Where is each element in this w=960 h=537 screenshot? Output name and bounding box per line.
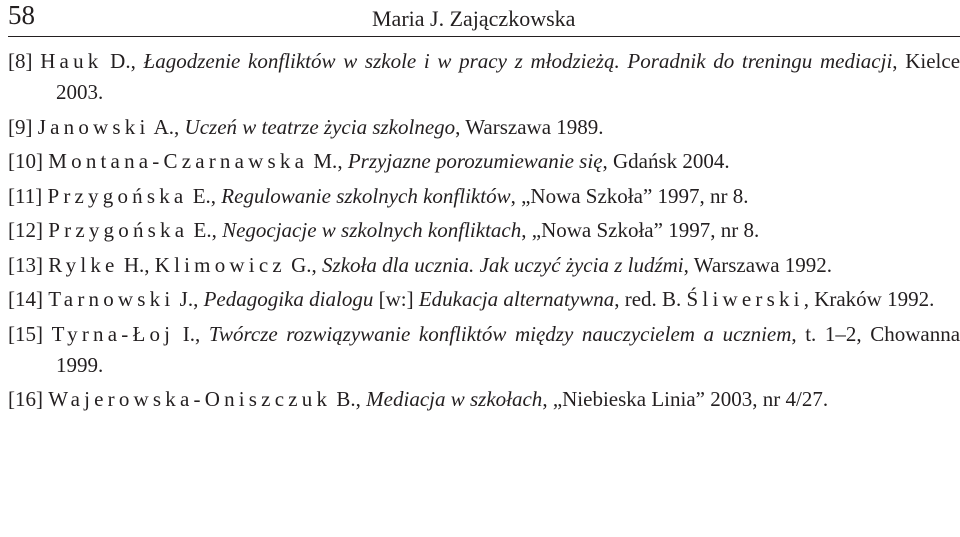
reference-author: Rylke — [48, 252, 119, 277]
reference-author: Janowski — [37, 114, 150, 139]
reference-tail: , t. 1–2, Chowanna 1999. — [56, 321, 960, 377]
reference-12 — [8, 215, 960, 246]
reference-title: Szkoła dla ucznia. Jak uczyć życia z ludźmi — [322, 252, 684, 277]
reference-title: Pedagogika dialogu — [203, 287, 374, 311]
reference-separator: , — [193, 287, 204, 311]
reference-tail: , „Nowa Szkoła” 1997, nr 8. — [510, 183, 749, 208]
reference-separator: , — [144, 252, 155, 277]
reference-number: [16] — [8, 387, 43, 411]
reference-initial: E. — [187, 183, 211, 208]
reference-9 — [8, 112, 960, 143]
reference-initial: H. — [118, 252, 145, 277]
reference-tail: , „Niebieska Linia” 2003, nr 4/27. — [542, 387, 829, 411]
reference-initial: I. — [174, 321, 196, 346]
reference-number: [9] — [8, 114, 33, 139]
reference-title: Łagodzenie konfliktów w szkole i w pracy z młodzieżą. Poradnik do treningu mediacji — [143, 49, 893, 73]
reference-16 — [8, 384, 960, 415]
reference-initial: J. — [174, 287, 194, 311]
page-number: 58 — [8, 0, 35, 30]
header-rule — [8, 36, 960, 37]
reference-tail: , „Nowa Szkoła” 1997, nr 8. — [521, 218, 760, 242]
reference-title: Negocjacje w szkolnych konfliktach — [222, 218, 522, 242]
reference-initial: E. — [188, 218, 212, 242]
reference-separator: , — [174, 114, 185, 139]
reference-author: Wajerowska-Oniszczuk — [48, 387, 332, 411]
reference-separator: , — [195, 321, 209, 346]
reference-author: Montana-Czarnawska — [48, 149, 309, 173]
reference-editor-prefix: , red. B. — [614, 287, 687, 311]
reference-15 — [8, 319, 960, 381]
reference-number: [8] — [8, 49, 33, 73]
reference-initial: B. — [331, 387, 356, 411]
reference-initial: A. — [149, 114, 175, 139]
reference-author: Przygońska — [47, 183, 188, 208]
reference-second-separator: , — [311, 252, 323, 277]
reference-tail: , Gdańsk 2004. — [602, 149, 730, 173]
reference-tail: , Kielce 2003. — [56, 49, 960, 104]
reference-number: [13] — [8, 252, 43, 277]
reference-13 — [8, 250, 960, 281]
reference-second-title: Edukacja alternatywna — [418, 287, 615, 311]
reference-11 — [8, 181, 960, 212]
reference-title: Twórcze rozwiązywanie konfliktów między nauczycielem a uczniem — [208, 321, 792, 346]
reference-editor: Śliwerski — [686, 287, 804, 311]
reference-initial: M. — [308, 149, 338, 173]
reference-separator: , — [130, 49, 144, 73]
reference-separator: , — [355, 387, 367, 411]
reference-number: [12] — [8, 218, 43, 242]
reference-number: [15] — [8, 321, 43, 346]
reference-separator: , — [337, 149, 348, 173]
reference-title: Przyjazne porozumiewanie się — [347, 149, 603, 173]
reference-author: Tyrna-Łoj — [51, 321, 175, 346]
reference-tail: , Warszawa 1992. — [683, 252, 833, 277]
reference-tail: , Warszawa 1989. — [455, 114, 604, 139]
reference-author: Przygońska — [48, 218, 189, 242]
reference-number: [14] — [8, 287, 43, 311]
reference-separator: , — [211, 218, 223, 242]
reference-14 — [8, 284, 960, 315]
reference-author: Tarnowski — [48, 287, 175, 311]
reference-mid: [w:] — [373, 287, 419, 311]
reference-author: Hauk — [40, 49, 103, 73]
reference-title: Regulowanie szkolnych konfliktów — [221, 183, 511, 208]
reference-tail: , Kraków 1992. — [803, 287, 935, 311]
reference-list — [8, 46, 960, 419]
reference-second-author: Klimowicz — [154, 252, 286, 277]
reference-number: [11] — [8, 183, 43, 208]
reference-8 — [8, 46, 960, 108]
reference-number: [10] — [8, 149, 43, 173]
reference-title: Mediacja w szkołach — [366, 387, 543, 411]
reference-title: Uczeń w teatrze życia szkolnego — [184, 114, 456, 139]
running-head: Maria J. Zajączkowska — [372, 6, 576, 31]
reference-separator: , — [210, 183, 222, 208]
reference-second-initial: G. — [285, 252, 312, 277]
reference-10 — [8, 146, 960, 177]
reference-initial: D. — [102, 49, 131, 73]
